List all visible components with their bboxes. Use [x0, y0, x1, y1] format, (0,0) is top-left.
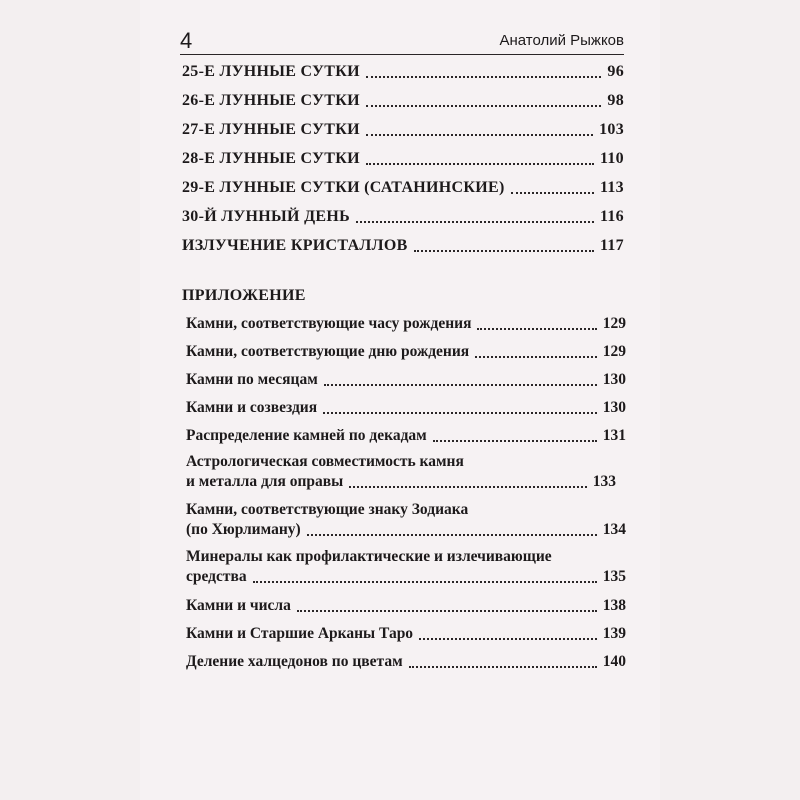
toc-entry-page: 117: [599, 237, 624, 254]
dot-leader: [366, 133, 593, 136]
appendix-entry-label: средства: [186, 568, 247, 585]
dot-leader: [349, 485, 586, 488]
toc-entry-label: 30-Й ЛУННЫЙ ДЕНЬ: [182, 208, 350, 225]
appendix-entry-label: Камни и числа: [186, 597, 291, 614]
appendix-entry-page: 139: [602, 625, 626, 642]
toc-entry-page: 116: [599, 208, 624, 225]
appendix-entry-label: (по Хюрлиману): [186, 521, 301, 538]
appendix-entry: [186, 567, 626, 587]
appendix-entry-label: Камни и созвездия: [186, 399, 318, 416]
appendix-entry-page: 138: [602, 597, 626, 614]
appendix-entry-page: 129: [602, 315, 626, 332]
appendix-entry-label: Распределение камней по декадам: [186, 427, 427, 444]
toc-entry-page: 103: [599, 121, 624, 138]
toc-entry: [182, 149, 624, 169]
appendix-entry-label: Камни и Старшие Арканы Таро: [186, 625, 414, 642]
toc-entry-label: 28-Е ЛУННЫЕ СУТКИ: [182, 150, 360, 167]
dot-leader: [324, 383, 597, 386]
appendix-entry-label: Камни, соответствующие часу рождения: [186, 315, 472, 332]
appendix-entry-label: и металла для оправы: [186, 473, 344, 490]
appendix-entry: [186, 652, 626, 672]
toc-entry: [182, 207, 624, 227]
page-number: 4: [180, 28, 193, 53]
appendix-entry: [186, 472, 616, 492]
dot-leader: [477, 327, 596, 330]
dot-leader: [475, 355, 597, 358]
dot-leader: [433, 439, 597, 442]
toc-entry: [182, 236, 624, 256]
dot-leader: [366, 162, 594, 165]
appendix-entry-line1: Астрологическая совместимость камня: [186, 453, 464, 470]
appendix-entry-page: 140: [602, 653, 626, 670]
toc-entry-page: 96: [607, 63, 624, 80]
appendix-entry: [186, 342, 626, 362]
appendix-entry-page: 135: [602, 568, 626, 585]
dot-leader: [409, 665, 597, 668]
appendix-entry-page: 129: [602, 343, 626, 360]
toc-entry: [182, 62, 624, 82]
appendix-entry-label: Камни, соответствующие дню рождения: [186, 343, 470, 360]
appendix-entry-page: 134: [602, 521, 626, 538]
appendix-entry: [186, 624, 626, 644]
appendix-entry: [186, 314, 626, 334]
toc-entry-label: 27-Е ЛУННЫЕ СУТКИ: [182, 121, 360, 138]
appendix-entry: [186, 596, 626, 616]
appendix-entry-label: Камни по месяцам: [186, 371, 318, 388]
dot-leader: [366, 104, 602, 107]
appendix-entry-line1: Камни, соответствующие знаку Зодиака: [186, 501, 469, 518]
dot-leader: [511, 191, 594, 194]
appendix-entry: [186, 370, 626, 390]
appendix-entry: [186, 398, 626, 418]
dot-leader: [253, 580, 597, 583]
toc-entry-label: 25-Е ЛУННЫЕ СУТКИ: [182, 63, 360, 80]
page-header: [180, 28, 624, 55]
appendix-entry-label: Деление халцедонов по цветам: [186, 653, 403, 670]
appendix-entry-line1: Минералы как профилактические и излечивающие: [186, 548, 552, 565]
toc-entry-label: ИЗЛУЧЕНИЕ КРИСТАЛЛОВ: [182, 237, 408, 254]
toc-entry: [182, 91, 624, 111]
toc-entry-page: 110: [599, 150, 624, 167]
appendix-entry: [186, 520, 626, 540]
dot-leader: [366, 75, 602, 78]
dot-leader: [307, 533, 597, 536]
toc-entry-label: 29-Е ЛУННЫЕ СУТКИ (САТАНИНСКИЕ): [182, 179, 505, 196]
appendix-entry: [186, 426, 626, 446]
dot-leader: [414, 249, 594, 252]
appendix-title: ПРИЛОЖЕНИЕ: [182, 287, 306, 304]
dot-leader: [419, 637, 597, 640]
dot-leader: [297, 609, 597, 612]
toc-entry: [182, 178, 624, 198]
toc-entry-page: 113: [599, 179, 624, 196]
dot-leader: [323, 411, 597, 414]
toc-entry: [182, 120, 624, 140]
author-name: Анатолий Рыжков: [499, 32, 624, 49]
appendix-entry-page: 131: [602, 427, 626, 444]
toc-entry-page: 98: [607, 92, 624, 109]
appendix-entry-page: 133: [592, 473, 616, 490]
toc-entry-label: 26-Е ЛУННЫЕ СУТКИ: [182, 92, 360, 109]
dot-leader: [356, 220, 594, 223]
appendix-entry-page: 130: [602, 399, 626, 416]
appendix-entry-page: 130: [602, 371, 626, 388]
